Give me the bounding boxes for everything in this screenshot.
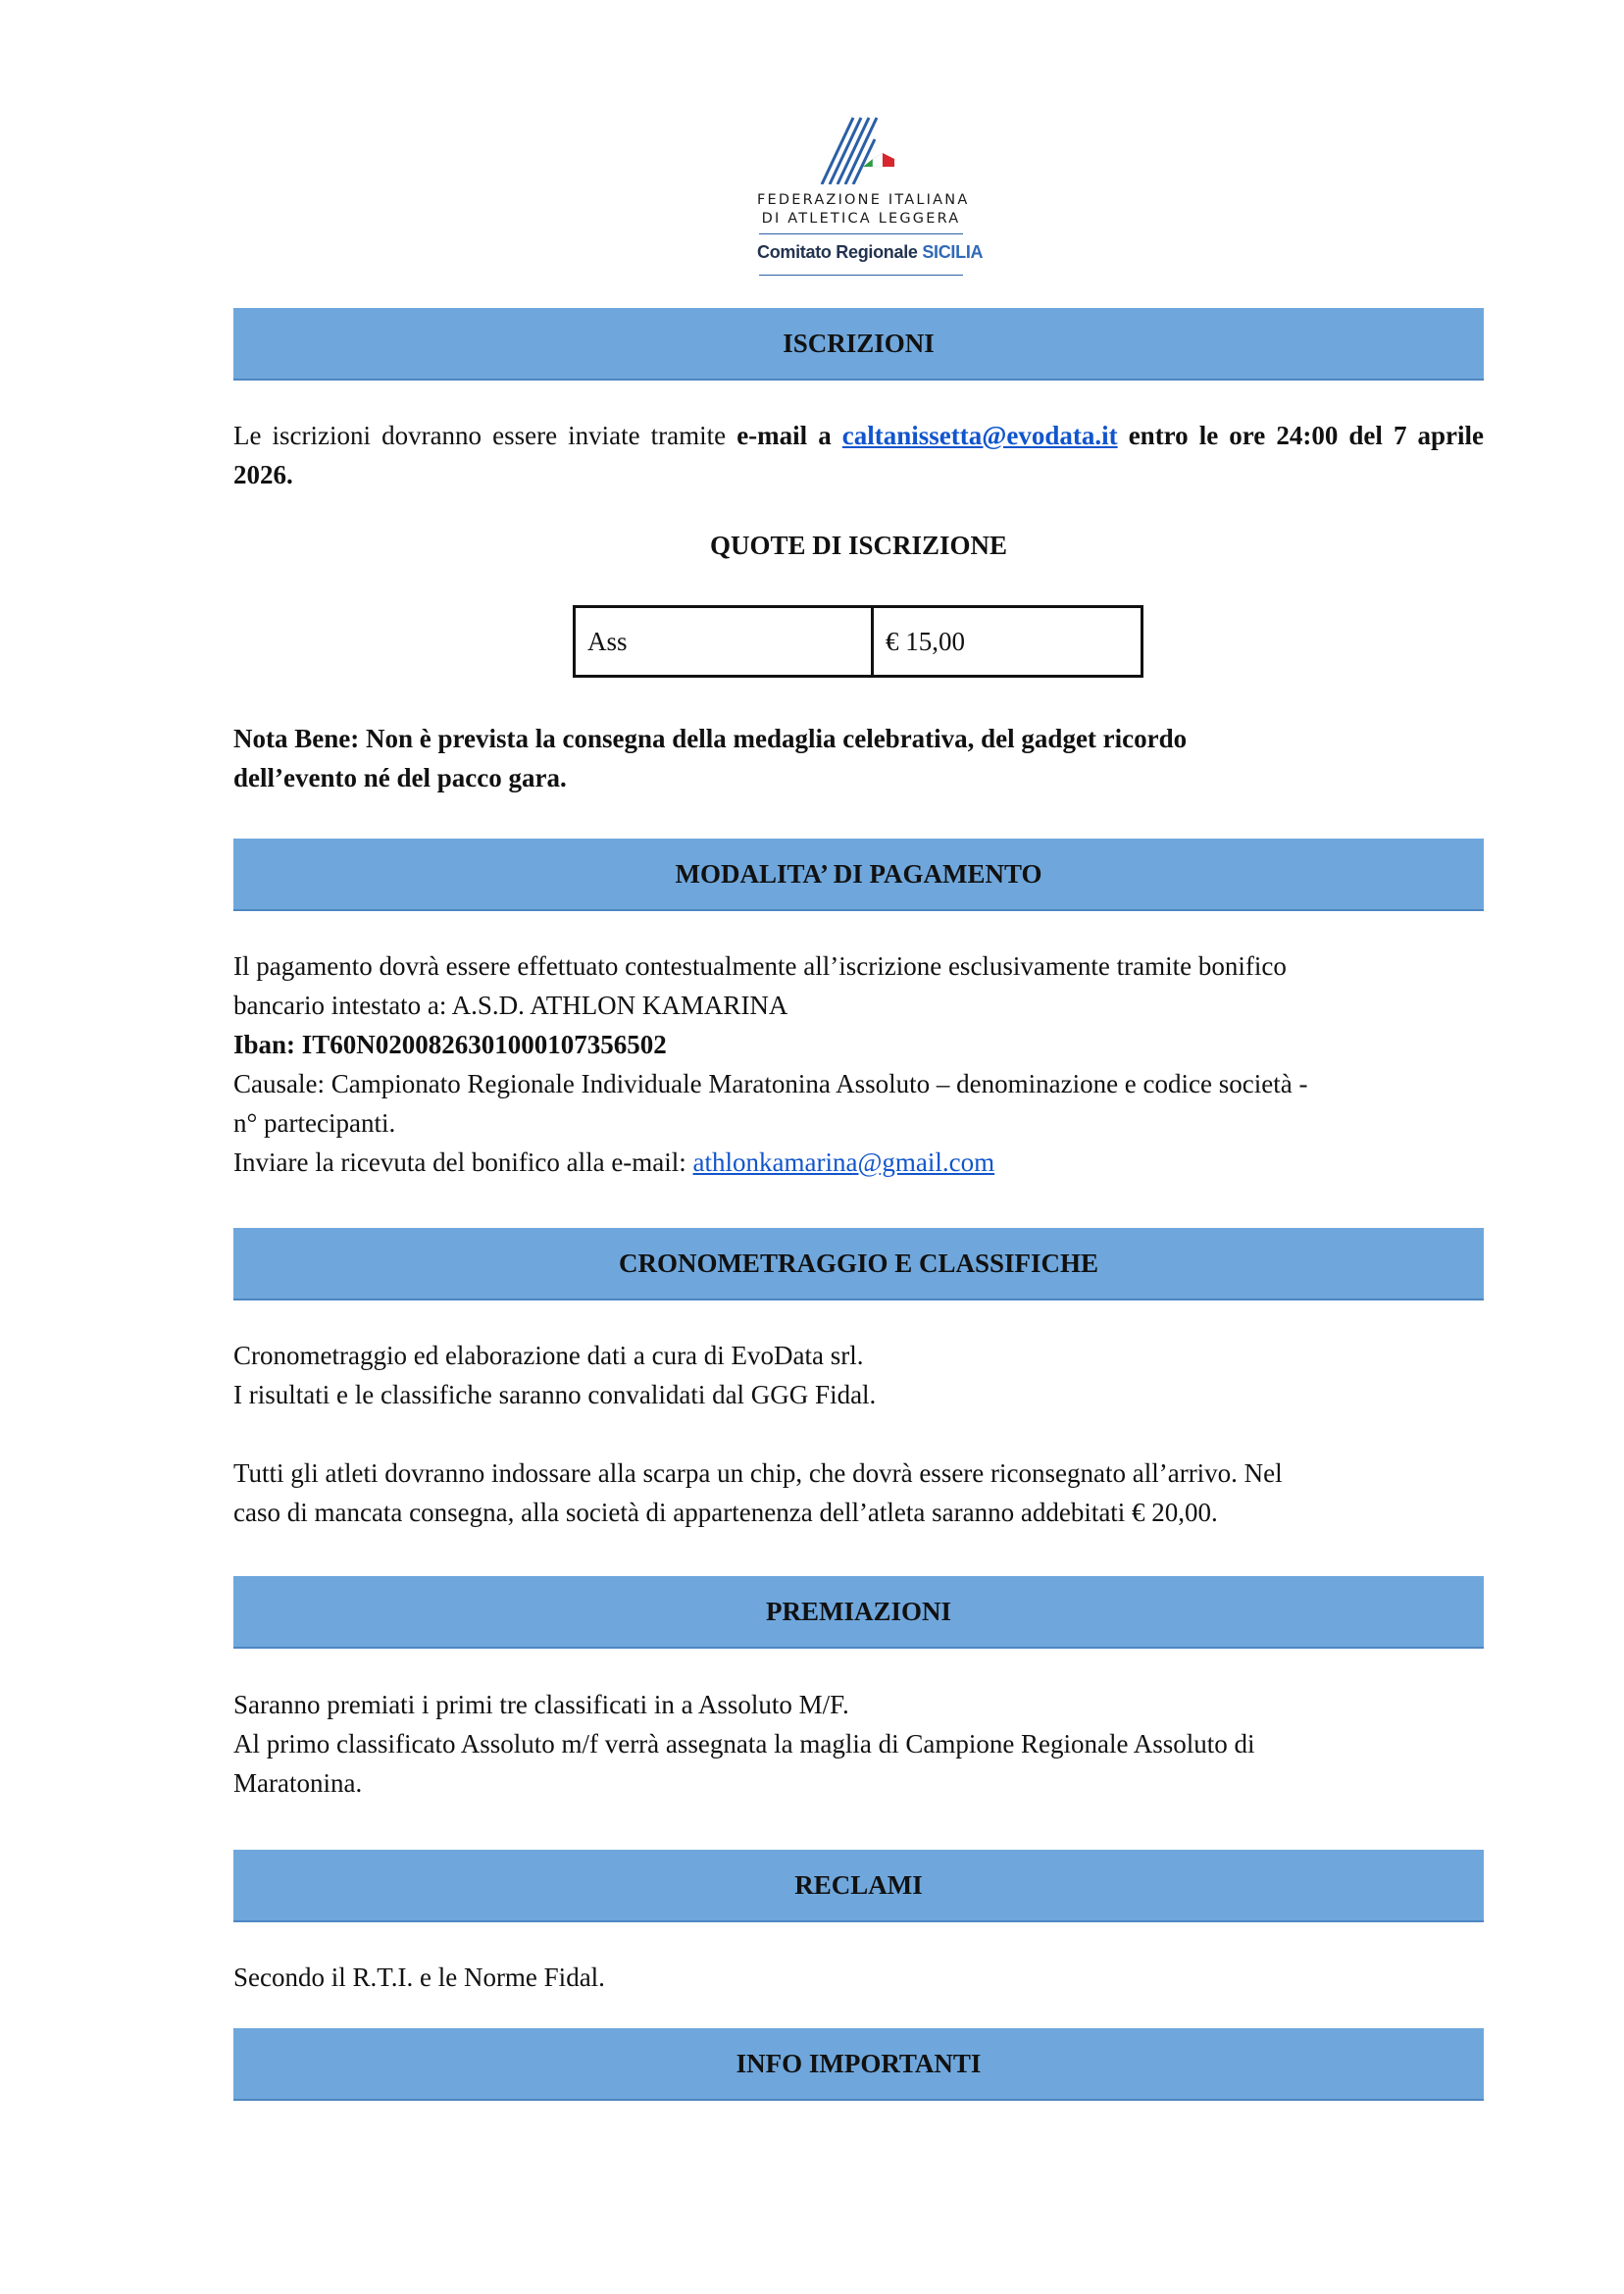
- pagamento-text: [233, 946, 1484, 1182]
- fee-table: [573, 605, 1143, 678]
- pagamento-iban: Iban: IT60N0200826301000107356502: [233, 1030, 667, 1059]
- quote-title-text: QUOTE DI ISCRIZIONE: [709, 531, 1008, 560]
- section-header-cronometraggio: CRONOMETRAGGIO E CLASSIFICHE: [233, 1228, 1484, 1300]
- pagamento-ricevuta-text: Inviare la ricevuta del bonifico alla e-mail:: [233, 1147, 686, 1177]
- logo-committee-region: SICILIA: [922, 242, 984, 262]
- premiazioni-line-2: Al primo classificato Assoluto m/f verrà assegnata la maglia di Campione Regionale Assoluto di: [233, 1729, 1255, 1759]
- nota-bene-line-1: Nota Bene: Non è prevista la consegna della medaglia celebrativa, del gadget ricordo: [233, 724, 1188, 753]
- fee-price: € 15,00: [873, 607, 1142, 677]
- cronometraggio-line-3: Tutti gli atleti dovranno indossare alla scarpa un chip, che dovrà essere riconsegnato all’arrivo. Nel: [233, 1458, 1283, 1488]
- iscrizioni-deadline: entro le ore 24:00 del 7 aprile 2026.: [233, 421, 1484, 489]
- logo-divider: [759, 275, 963, 276]
- logo-committee-prefix: Comitato Regionale: [757, 242, 918, 262]
- fee-category: Ass: [575, 607, 873, 677]
- section-header-premiazioni: PREMIAZIONI: [233, 1576, 1484, 1649]
- premiazioni-line-1: Saranno premiati i primi tre classificati in a Assoluto M/F.: [233, 1690, 849, 1719]
- cronometraggio-text: [233, 1336, 1484, 1532]
- table-row: [575, 607, 1142, 677]
- section-header-reclami: RECLAMI: [233, 1850, 1484, 1922]
- reclami-line-1: Secondo il R.T.I. e le Norme Fidal.: [233, 1963, 605, 1992]
- premiazioni-text: [233, 1685, 1484, 1803]
- nota-bene-line-2: dell’evento né del pacco gara.: [233, 763, 567, 792]
- iscrizioni-email-link[interactable]: caltanissetta@evodata.it: [841, 421, 1118, 450]
- pagamento-causale-2: n° partecipanti.: [233, 1108, 396, 1138]
- nota-bene: [233, 719, 1484, 797]
- quote-title: [233, 526, 1484, 565]
- iscrizioni-text-part-1: Le iscrizioni dovranno essere inviate tramite: [233, 421, 727, 450]
- logo-divider: [759, 233, 963, 234]
- logo-federation-line-1: FEDERAZIONE ITALIANA: [757, 192, 970, 208]
- logo-committee: [757, 242, 984, 263]
- iscrizioni-text-bold-1: e-mail a: [736, 421, 832, 450]
- section-header-pagamento: MODALITA’ DI PAGAMENTO: [233, 839, 1484, 911]
- fidal-logo: [757, 116, 984, 279]
- reclami-text: [233, 1958, 1484, 1997]
- cronometraggio-line-4: caso di mancata consegna, alla società di appartenenza dell’atleta saranno addebitati € 20,00.: [233, 1498, 1218, 1527]
- pagamento-causale-1: Causale: Campionato Regionale Individuale Maratonina Assoluto – denominazione e codice società -: [233, 1069, 1308, 1098]
- cronometraggio-line-2: I risultati e le classifiche saranno convalidati dal GGG Fidal.: [233, 1380, 877, 1409]
- section-header-iscrizioni: ISCRIZIONI: [233, 308, 1484, 381]
- iscrizioni-text: [233, 416, 1484, 494]
- pagamento-email-link[interactable]: athlonkamarina@gmail.com: [692, 1147, 995, 1177]
- pagamento-line-1: Il pagamento dovrà essere effettuato contestualmente all’iscrizione esclusivamente tramite bonifico: [233, 951, 1287, 981]
- cronometraggio-line-1: Cronometraggio ed elaborazione dati a cura di EvoData srl.: [233, 1341, 864, 1370]
- pagamento-line-2: bancario intestato a: A.S.D. ATHLON KAMARINA: [233, 991, 788, 1020]
- premiazioni-line-3: Maratonina.: [233, 1768, 363, 1798]
- fidal-emblem-icon: [818, 116, 906, 184]
- logo-federation-line-2: DI ATLETICA LEGGERA: [761, 211, 961, 227]
- section-header-info: INFO IMPORTANTI: [233, 2028, 1484, 2101]
